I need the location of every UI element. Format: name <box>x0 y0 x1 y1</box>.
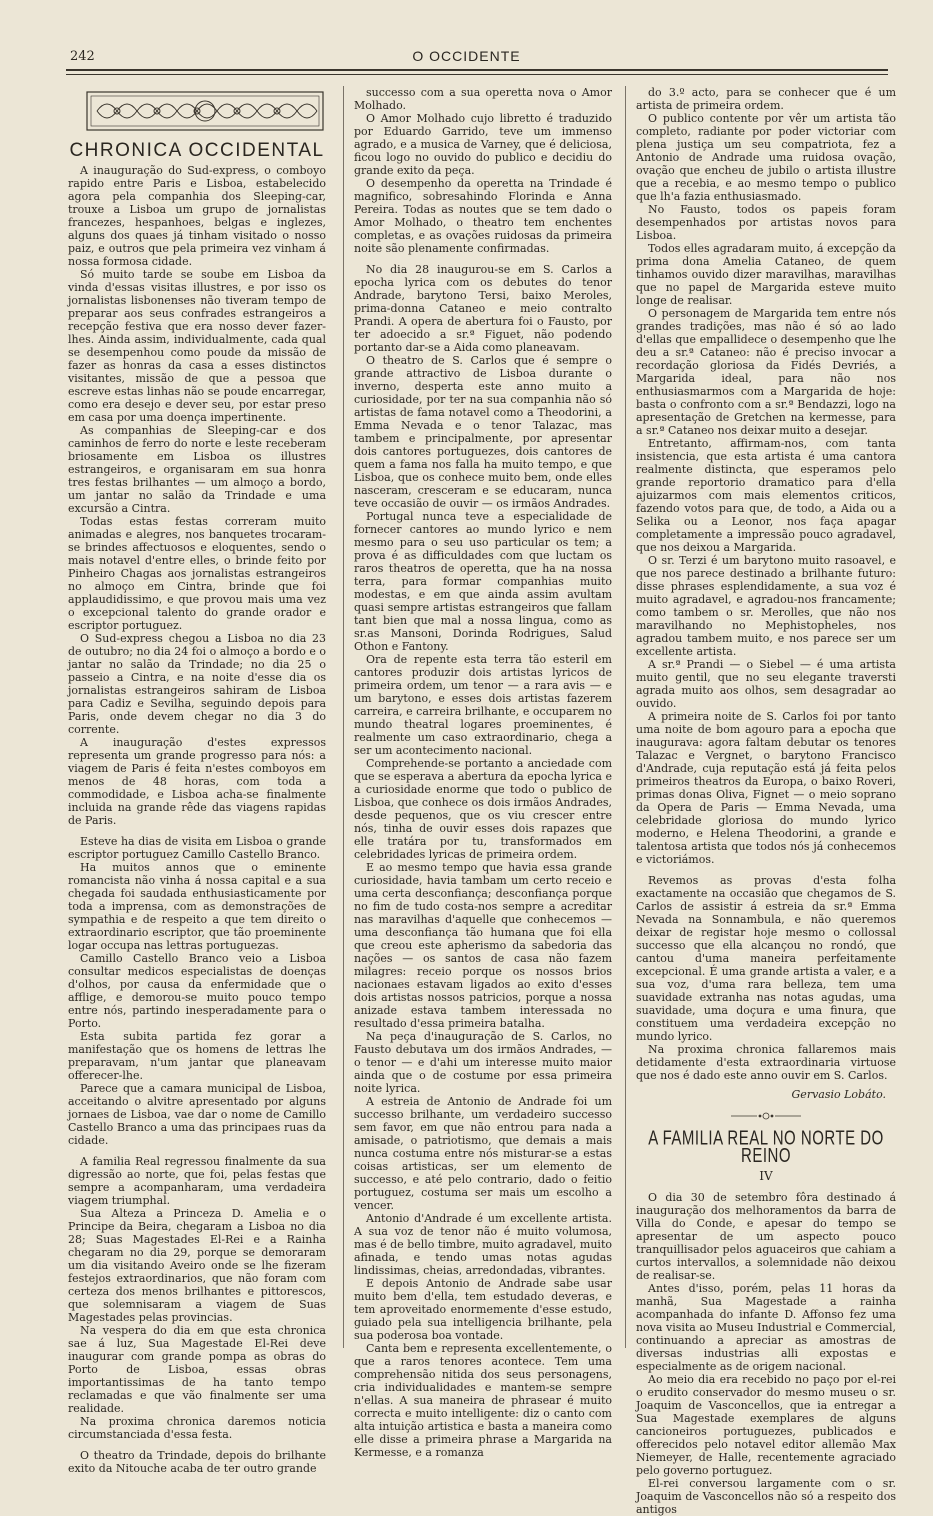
paragraph: No Fausto, todos os papeis foram desempenhados por artistas novos para Lisboa. <box>636 203 896 242</box>
paragraph: O desempenho da operetta na Trindade é magnifico, sobresahindo Florinda e Anna Pereira. Todas as noutes que se tem dado o Amor Molhado, o theatro tem enchentes completas, e as ovações ruidosas da primeira noite são plenamente confirmadas. <box>354 177 612 255</box>
paragraph: Na peça d'inauguração de S. Carlos, no Fausto debutava um dos irmãos Andrades, — o tenor — e d'ahi um interesse muito maior ainda que o de costume por essa primeira noite lyrica. <box>354 1030 612 1095</box>
column-divider <box>625 86 626 1348</box>
paragraph: Sua Alteza a Princeza D. Amelia e o Principe da Beira, chegaram a Lisboa no dia 28; Suas Magestades El-Rei e a Rainha chegaram no dia 29, porque se demoraram um dia visitando Aveiro onde se lhe fizeram festejos extraordinarios, que não foram com certeza dos menos brilhantes e pittorescos, que solemnisaram a viagem de Suas Magestades pelas provincias. <box>68 1207 326 1324</box>
column-3 <box>636 86 897 1516</box>
paragraph: do 3.º acto, para se conhecer que é um artista de primeira ordem. <box>636 86 896 112</box>
paragraph: O personagem de Margarida tem entre nós grandes tradições, mas não é só ao lado d'ellas que empallidece o desempenho que lhe deu a sr.ª Cataneo: não é preciso invocar a recordação gloriosa da Fidés Devriés, a Margarida ideal, para não nos enthusiasmarmos com a Margarida de hoje: basta o confronto com a sr.ª Bendazzi, logo na apresentação de Gretchen na kermesse, para a sr.ª Cataneo nos deixar muito a desejar. <box>636 307 896 437</box>
paragraph: O Amor Molhado cujo libretto é traduzido por Eduardo Garrido, teve um immenso agrado, e a musica de Varney, que é deliciosa, ficou logo no ouvido do publico e decidiu do grande exito da peça. <box>354 112 612 177</box>
paragraph: Entretanto, affirmam-nos, com tanta insistencia, que esta artista é uma cantora realmente distincta, que esperamos pelo grande reportorio dramatico para d'ella ajuizarmos com mais elementos criticos, fazendo votos para que, de todo, a Aida ou a Selika ou a Leonor, nos faça apagar completamente a impressão pouco agradavel, que nos deixou a Margarida. <box>636 437 896 554</box>
paragraph: Todos elles agradaram muito, á excepção da prima dona Amelia Cataneo, de quem tinhamos ouvido dizer maravilhas, maravilhas que no papel de Margarida esteve muito longe de realisar. <box>636 242 896 307</box>
paragraph: As companhias de Sleeping-car e dos caminhos de ferro do norte e leste receberam briosamente em Lisboa os illustres estrangeiros, e organisaram em sua honra tres festas brilhantes — um almoço a bordo, um jantar no salão da Trindade e uma excursão a Cintra. <box>68 424 326 515</box>
paragraph: A sr.ª Prandi — o Siebel — é uma artista muito gentil, que no seu elegante traversti agrada muito aos olhos, sem desagradar ao ouvido. <box>636 658 896 710</box>
paragraph: Canta bem e representa excellentemente, o que a raros tenores acontece. Tem uma comprehensão nitida dos seus personagens, cria individualidades e mantem-se sempre n'ellas. A sua maneira de phrasear é muito correcta e muito intelligente: diz o canto com alta intuição artistica e basta a maneira como elle disse a primeira phrase a Margarida na Kermesse, e a romanza <box>354 1342 612 1459</box>
paragraph: successo com a sua operetta nova o Amor Molhado. <box>354 86 612 112</box>
paragraph: Ao meio dia era recebido no paço por el-rei o erudito conservador do mesmo museu o sr. Joaquim de Vasconcellos, que ia entregar a Sua Magestade exemplares de alguns cancioneiros portuguezes, publicados e offerecidos pelo notavel editor allemão Max Niemeyer, de Halle, recentemente agraciado pelo governo portuguez. <box>636 1373 896 1477</box>
paragraph: Esta subita partida fez gorar a manifestação que os homens de lettras lhe preparavam, n'um jantar que planeavam offerecer-lhe. <box>68 1030 326 1082</box>
paragraph: Portugal nunca teve a especialidade de fornecer cantores ao mundo lyrico e nem mesmo para o seu uso particular os tem; a prova é as difficuldades com que luctam os raros theatros de operetta, que ha na nossa terra, para formar companhias muito modestas, e em que ainda assim avultam quasi sempre artistas estrangeiros que fallam tant bien que mal a nossa lingua, como as sr.as Mansoni, Dorinda Rodrigues, Salud Othon e Fantony. <box>354 510 612 653</box>
column-2 <box>354 86 612 1459</box>
paragraph: O theatro de S. Carlos que é sempre o grande attractivo de Lisboa durante o inverno, desperta este anno muito a curiosidade, por ter na sua companhia não só artistas de fama notavel como a Theodorini, a Emma Nevada e o tenor Talazac, mas tambem e principalmente, por apresentar dois cantores portuguezes, dois cantores de quem a fama nos falla ha muito tempo, e que Lisboa, que os conhece muito bem, onde elles nasceram, cresceram e se educaram, nunca teve occasião de ouvir — os irmãos Andrades. <box>354 354 612 510</box>
paragraph: E depois Antonio de Andrade sabe usar muito bem d'ella, tem estudado deveras, e tem aproveitado enormemente d'esse estudo, guiado pela sua intelligencia brilhante, pela sua poderosa boa vontade. <box>354 1277 612 1342</box>
header-rule <box>66 69 888 71</box>
paragraph: Revemos as provas d'esta folha exactamente na occasião que chegamos de S. Carlos de assistir á estreia da sr.ª Emma Nevada na Sonnambula, e não queremos deixar de registar hoje mesmo o collossal successo que ella alcançou no rondó, que cantou d'uma maneira perfeitamente excepcional. É uma grande artista a valer, e a sua voz, d'uma rara belleza, tem uma suavidade extranha nas notas agudas, uma suavidade, uma doçura e uma finura, que constituem uma verdadeira excepção no mundo lyrico. <box>636 874 896 1043</box>
paragraph: Todas estas festas correram muito animadas e alegres, nos banquetes trocaram-se brindes affectuosos e eloquentes, sendo o mais notavel d'entre elles, o brinde feito por Pinheiro Chagas aos jornalistas estrangeiros no almoço em Cintra, brinde que foi applaudidissimo, e que provou mais uma vez o excepcional talento do grande orador e escriptor portuguez. <box>68 515 326 632</box>
paragraph: El-rei conversou largamente com o sr. Joaquim de Vasconcellos não só a respeito dos antigos <box>636 1477 896 1516</box>
paragraph: Ha muitos annos que o eminente romancista não vinha á nossa capital e a sua chegada foi saudada enthusiasticamente por toda a imprensa, com as demonstrações de sympathia e de respeito a que tem direito o extraordinario escriptor, que tão proeminente logar occupa nas lettras portuguezas. <box>68 861 326 952</box>
journal-title: O OCCIDENTE <box>412 48 521 64</box>
paragraph: A inauguração do Sud-express, o comboyo rapido entre Paris e Lisboa, estabelecido agora pela companhia dos Sleeping-car, trouxe a Lisboa um grupo de jornalistas francezes, hespanhoes, belgas e inglezes, alguns dos quaes já tinham visitado o nosso paiz, e outros que pela primeira vez vinham á nossa formosa cidade. <box>68 164 326 268</box>
paragraph: Camillo Castello Branco veio a Lisboa consultar medicos especialistas de doenças d'olhos, por causa da enfermidade que o afflige, e demorou-se muito pouco tempo entre nós, partindo inesperadamente para o Porto. <box>68 952 326 1030</box>
paragraph: Na proxima chronica daremos noticia circumstanciada d'essa festa. <box>68 1415 326 1441</box>
paragraph: Ora de repente esta terra tão esteril em cantores produzir dois artistas lyricos de primeira ordem, um tenor — a rara avis — e um barytono, e esses dois artistas fazerem carreira, e carreira brilhante, e occuparem no mundo theatral logares proeminentes, é realmente um caso extraordinario, chega a ser um acontecimento nacional. <box>354 653 612 757</box>
paragraph: O theatro da Trindade, depois do brilhante exito da Nitouche acaba de ter outro grande <box>68 1449 326 1475</box>
paragraph: Na proxima chronica fallaremos mais detidamente d'esta extraordinaria virtuose que nos é dado este anno ouvir em S. Carlos. <box>636 1043 896 1082</box>
paragraph: O Sud-express chegou a Lisboa no dia 23 de outubro; no dia 24 foi o almoço a bordo e o jantar no salão da Trindade; no dia 25 o passeio a Cintra, e na noite d'esse dia os jornalistas estrangeiros sahiram de Lisboa para Cadiz e Sevilha, seguindo depois para Paris, onde devem chegar no dia 3 do corrente. <box>68 632 326 736</box>
column-divider <box>343 86 344 1348</box>
article-part-number: IV <box>759 1169 773 1183</box>
paragraph: Só muito tarde se soube em Lisboa da vinda d'essas visitas illustres, e por isso os jornalistas lisbonenses não tiveram tempo de preparar aos seus confrades estrangeiros a recepção festiva que era nosso dever fazer-lhes. Ainda assim, individualmente, cada qual se desempenhou como poude da missão de fazer as honras da casa a esses distinctos visitantes, missão de que a pessoa que escreve estas linhas não se poude encarregar, como era desejo e dever seu, por estar preso em casa por uma doença impertinente. <box>68 268 326 424</box>
paragraph: Comprehende-se portanto a anciedade com que se esperava a abertura da epocha lyrica e a curiosidade enorme que todo o publico de Lisboa, que conhece os dois irmãos Andrades, desde pequenos, que os viu crescer entre nós, tinha de ouvir esses dois rapazes que elle tratára por tu, transformados em celebridades lyricas de primeira ordem. <box>354 757 612 861</box>
paragraph: A inauguração d'estes expressos representa um grande progresso para nós: a viagem de Paris é feita n'estes comboyos em menos de 48 horas, com toda a commodidade, e Lisboa acha-se finalmente incluida na grande rêde das viagens rapidas de Paris. <box>68 736 326 827</box>
ornament-flourish-icon <box>731 1111 801 1121</box>
paragraph: A primeira noite de S. Carlos foi por tanto uma noite de bom agouro para a epocha que inaugurava: agora faltam debutar os tenores Talazac e Vergnet, o barytono Francisco d'Andrade, cuja reputação está já feita pelos primeiros theatros da Europa, o baixo Roveri, primas donas Oliva, Fignet — o meio soprano da Opera de Paris — Emma Nevada, uma celebridade gloriosa do mundo lyrico moderno, e Helena Theodorini, a grande e talentosa artista que todos nós já conhecemos e victoriámos. <box>636 710 896 866</box>
paragraph: Antes d'isso, porém, pelas 11 horas da manhã, Sua Magestade a rainha acompanhada do infante D. Affonso fez uma nova visita ao Museu Industrial e Commercial, continuando a apreciar as amostras de diversas industrias alli expostas e especialmente as de origem nacional. <box>636 1282 897 1373</box>
paragraph: Esteve ha dias de visita em Lisboa o grande escriptor portuguez Camillo Castello Branco. <box>68 835 326 861</box>
paragraph: A familia Real regressou finalmente da sua digressão ao norte, que foi, pelas festas que sempre a acompanharam, uma verdadeira viagem triumphal. <box>68 1155 326 1207</box>
paragraph: No dia 28 inaugurou-se em S. Carlos a epocha lyrica com os debutes do tenor Andrade, barytono Tersi, baixo Meroles, prima-donna Cataneo e meio contralto Prandi. A opera de abertura foi o Fausto, por ter adoecido a sr.ª Figuet, não podendo portanto dar-se a Aida como planeavam. <box>354 263 612 354</box>
page-number: 242 <box>70 49 95 64</box>
article-title: A FAMILIA REAL NO NORTE DO REINO <box>648 1126 884 1168</box>
ornament-banner-icon <box>85 88 325 134</box>
paragraph: A estreia de Antonio de Andrade foi um successo brilhante, um verdadeiro successo sem favor, em que não entrou para nada a amisade, o patriotismo, que demais a mais nunca costuma entre nós misturar-se a estas coisas artisticas, ser um elemento de successo, e até pelo contrario, dado o feitio portuguez, costuma ser mais um escolho a vencer. <box>354 1095 612 1212</box>
paragraph: Na vespera do dia em que esta chronica sae á luz, Sua Magestade El-Rei deve inaugurar com grande pompa as obras do Porto de Lisboa, essas obras importantissimas de ha tanto tempo reclamadas e que vão finalmente ser uma realidade. <box>68 1324 326 1415</box>
chronica-title: CHRONICA OCCIDENTAL <box>69 140 325 161</box>
divider-ornament <box>636 1111 896 1124</box>
paragraph: E ao mesmo tempo que havia essa grande curiosidade, havia tambam um certo receio e uma certa desconfiança; desconfiança porque no fim de tudo costa-nos sempre a acreditar nas maravilhas d'aquelle que conhecemos — uma desconfiança tão humana que foi ella que creou este apherismo da sabedoria das nações — os santos de casa não fazem milagres: receio porque os nossos brios nacionaes estavam ligados ao exito d'esses dois artistas nossos patricios, porque a nossa anizade estava tambem interessada no resultado d'essa primeira batalha. <box>354 861 612 1030</box>
paragraph: Antonio d'Andrade é um excellente artista. A sua voz de tenor não é muito volumosa, mas é de bello timbre, muito agradavel, muito afinada, e tendo umas notas agudas lindissimas, cheias, arredondadas, vibrantes. <box>354 1212 612 1277</box>
paragraph: Parece que a camara municipal de Lisboa, acceitando o alvitre apresentado por alguns jornaes de Lisboa, vae dar o nome de Camillo Castello Branco a uma das principaes ruas da cidade. <box>68 1082 326 1147</box>
paragraph: O dia 30 de setembro fôra destinado á inauguração dos melhoramentos da barra de Villa do Conde, e apesar do tempo se apresentar de um aspecto pouco tranquillisador pelos aguaceiros que cahiam a curtos intervallos, a solemnidade não deixou de realisar-se. <box>636 1191 896 1282</box>
paragraph: O sr. Terzi é um barytono muito rasoavel, e que nos parece destinado a brilhante futuro: disse phrases esplendidamente, a sua voz é muito agradavel, e agradou-nos francamente; como tambem o sr. Merolles, que não nos maravilhando no Mephistopheles, nos agradou tambem muito, e nos parece ser um excellente artista. <box>636 554 896 658</box>
author-signature: Gervasio Lobáto. <box>791 1088 886 1101</box>
header-rule-thin <box>66 74 888 75</box>
column-1 <box>68 164 326 1475</box>
paragraph: O publico contente por vêr um artista tão completo, radiante por poder victoriar com plena justiça um seu compatriota, fez a Antonio de Andrade uma ruidosa ovação, ovação que encheu de jubilo o artista illustre que a recebia, e ao mesmo tempo o publico que lh'a fazia enthusiasmado. <box>636 112 896 203</box>
